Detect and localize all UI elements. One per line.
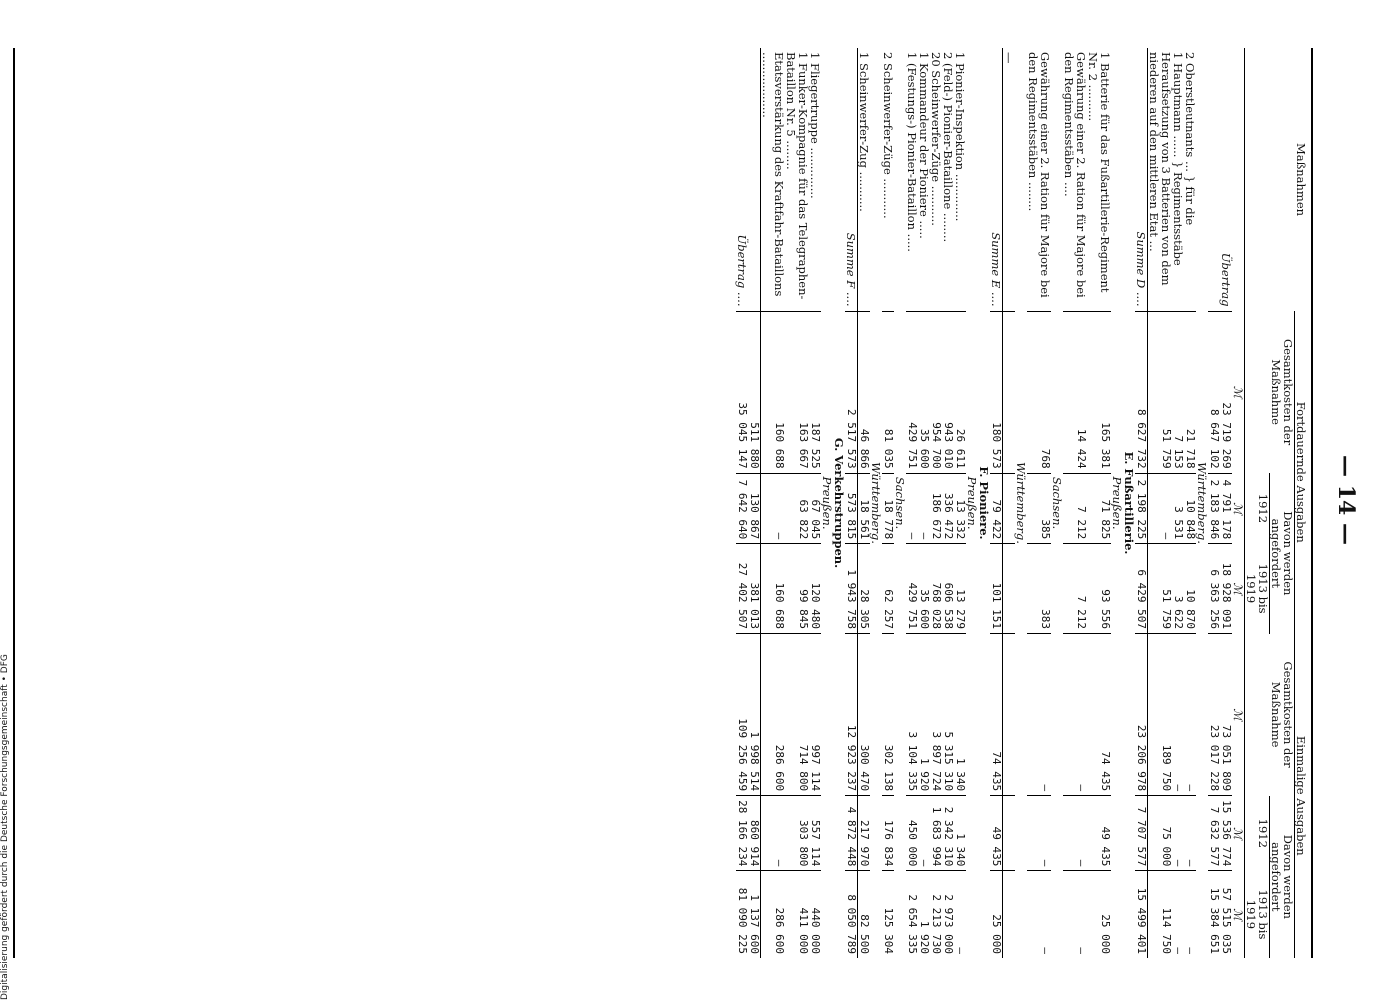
cell-value: — [1184,634,1196,796]
row-label: Preußen. [1110,476,1124,530]
row-label: 1 Fliegertruppe .............. [808,52,822,199]
cell-value: — [1184,796,1196,871]
cell-value: 28 166 234 [736,796,748,871]
cell-value: — [1063,634,1087,796]
cell-value: 411 000 [785,871,809,958]
cell-value: 25 000 [1087,871,1111,958]
header-1912-2: 1912 [1245,796,1270,871]
cell-value: 73 051 809 [1220,634,1232,796]
cell-value: 7 212 [1063,473,1087,544]
cell-value: 2 342 310 [942,796,954,871]
table-row [1172,48,1184,958]
cell-value: 99 845 [785,544,809,634]
cell-value: 10 848 [1184,473,1196,544]
row-label: 2 (Feld-) Pionier-Bataillone ........ [941,52,955,243]
cell-value: 23 017 228 [1208,634,1220,796]
cell-value [1003,634,1016,796]
header-1913: 1913 bis 1919 [1245,544,1270,634]
table-row [821,48,833,958]
row-label: Summe E .... [990,48,1003,311]
table-row [1208,48,1220,958]
cell-value: 303 800 [785,796,809,871]
row-label: Sachsen. [893,476,907,530]
cell-value: 7 642 640 [736,473,748,544]
cell-value: 130 867 [748,473,761,544]
cell-value: 187 525 [809,311,821,473]
cell-value: 18 561 [858,473,871,544]
row-label: Preußen. [820,476,834,530]
cell-value: — [761,796,786,871]
cell-value: 163 667 [785,311,809,473]
cell-value: 6 429 507 [1135,544,1148,634]
cell-value: 63 822 [785,473,809,544]
row-label: 1 Batterie für das Fußartillerie-Regiment Nr. 2 .......... [1086,52,1112,293]
row-label: Sachsen. [1050,476,1064,530]
cell-value: 75 000 [1148,796,1173,871]
header-gesamtkosten: Gesamtkosten der Maßnahme [1245,311,1295,473]
cell-value: 23 719 269 [1220,311,1232,473]
table-row [833,48,845,958]
row-label: Heraufsetzung von 3 Batterien von dem niederen auf den mittleren Etat ... [1147,52,1173,286]
table-row [1196,48,1208,958]
cell-value [1003,796,1016,871]
row-label: 1 Funker-Kompagnie für das Telegraphen-Bataillon Nr. 5 ........ [784,52,810,300]
row-label: Gewährung einer 2. Ration für Majore bei den Regimentsstäben .... [1062,52,1088,298]
cell-value: 3 897 724 [930,634,942,796]
cell-value [1003,544,1016,634]
row-label: 1 Pionier-Inspektion ............. [953,52,967,222]
cell-value: 606 538 [942,544,954,634]
cell-value: 10 870 [1184,544,1196,634]
cell-value: — [1184,871,1196,958]
table-row [990,48,1003,958]
page-number: — 14 — [1333,455,1359,545]
cell-value: 4 872 448 [845,796,858,871]
row-label: Übertrag .... [735,234,749,307]
cell-value: 385 [1027,473,1051,544]
unit-mark: ℳ [1231,708,1245,721]
table-row [1135,48,1148,958]
cell-value: 25 000 [990,871,1003,958]
cell-value: 74 435 [990,634,1003,796]
cell-value: 1 920 [918,634,930,796]
cell-value: 28 305 [858,544,871,634]
row-label: Württemberg. [1195,462,1209,544]
cell-value: 2 198 225 [1135,473,1148,544]
cell-value: 6 363 256 [1208,544,1220,634]
cell-value: 381 013 [748,544,761,634]
cell-value: — [954,871,966,958]
cell-value: 2 517 573 [845,311,858,473]
cell-value: 2 183 846 [1208,473,1220,544]
cell-value: — [1172,634,1184,796]
cell-value: — [1172,871,1184,958]
cell-value: 1 340 [954,634,966,796]
cell-value: 82 500 [858,871,871,958]
row-label: Preußen. [965,476,979,530]
cell-value: — [906,473,918,544]
cell-value: 35 045 147 [736,311,748,473]
cell-value: 176 834 [882,796,894,871]
cell-value: — [1172,796,1184,871]
cell-value: 101 151 [990,544,1003,634]
cell-value: 186 672 [930,473,942,544]
table-row [736,48,748,958]
unit-mark: ℳ [1231,908,1245,921]
cell-value [1003,311,1016,473]
cell-value: 51 759 [1148,544,1173,634]
table-row [882,48,894,958]
table-row [761,48,786,958]
cell-value: 21 718 [1184,311,1196,473]
row-label: 1 (Festungs-) Pionier-Bataillon ..... [905,52,919,252]
cell-value: 2 654 335 [906,871,918,958]
table-row [1087,48,1111,958]
cell-value: 1 920 [918,871,930,958]
cell-value: 15 384 651 [1208,871,1220,958]
header-gesamtkosten-2: Gesamtkosten der Maßnahme [1245,634,1295,796]
table-row [1148,48,1173,958]
unit-mark: ℳ [1231,502,1245,515]
cell-value: 383 [1027,544,1051,634]
cell-value: 7 153 [1172,311,1184,473]
cell-value: 336 472 [942,473,954,544]
cell-value: 26 611 [954,311,966,473]
table-row [1220,48,1232,958]
unit-mark: ℳ [1231,582,1245,595]
cell-value: 18 778 [882,473,894,544]
cell-value [1003,871,1016,958]
cell-value: 8 647 102 [1208,311,1220,473]
row-label [748,48,761,311]
cell-value: 109 256 459 [736,634,748,796]
cell-value: 943 010 [942,311,954,473]
header-einmalige: Einmalige Ausgaben [1295,634,1308,959]
table-row [858,48,871,958]
cell-value: 5 315 310 [942,634,954,796]
cell-value: 46 866 [858,311,871,473]
table-row [1111,48,1123,958]
table-row [785,48,809,958]
table-row [978,48,990,958]
table-row [1027,48,1051,958]
table-row [918,48,930,958]
cell-value: 1 943 758 [845,544,858,634]
row-label: 1 Scheinwerfer-Zug ........... [857,52,871,212]
cell-value: 768 028 [930,544,942,634]
cell-value: 557 114 [809,796,821,871]
cell-value: 35 600 [918,311,930,473]
cell-value: 8 627 732 [1135,311,1148,473]
cell-value: 7 632 577 [1208,796,1220,871]
cell-value: 954 700 [930,311,942,473]
unit-mark: ℳ [1231,385,1245,399]
cell-value: 286 600 [761,871,786,958]
row-label: 1 Hauptmann ...... } Regimentsstäbe [1171,52,1185,266]
cell-value: 67 045 [809,473,821,544]
budget-table [736,48,1307,958]
cell-value: 189 750 [1148,634,1173,796]
table-row [1123,48,1135,958]
cell-value: 217 970 [858,796,871,871]
cell-value: 35 600 [918,544,930,634]
row-label: 1 Kommandeur der Pioniere ..... [917,52,931,239]
row-label: Summe F .... [845,48,858,311]
row-label: Etatsverstärkung des Kraftfahr-Bataillons .................. [760,52,786,297]
row-label: Summe D .... [1135,48,1148,311]
cell-value: 8 050 789 [845,871,858,958]
cell-value: 160 688 [761,311,786,473]
cell-value: 2 973 000 [942,871,954,958]
cell-value: 7 707 577 [1135,796,1148,871]
row-label: Übertrag [1219,252,1233,307]
row-label: — [1002,52,1016,64]
cell-value: 114 750 [1148,871,1173,958]
cell-value: 13 332 [954,473,966,544]
table-row [954,48,966,958]
cell-value: 286 600 [761,634,786,796]
cell-value: 13 279 [954,544,966,634]
cell-value: 23 206 978 [1135,634,1148,796]
cell-value: — [918,796,930,871]
table-row [966,48,978,958]
cell-value: 1 998 514 [748,634,761,796]
cell-value: 3 531 [1172,473,1184,544]
cell-value: 573 815 [845,473,858,544]
header-davon: Davon werden angefordert [1270,473,1295,633]
table-row [809,48,821,958]
cell-value: 511 880 [748,311,761,473]
cell-value: — [1063,796,1087,871]
cell-value: 180 573 [990,311,1003,473]
cell-value: 300 470 [858,634,871,796]
top-rule [1311,48,1313,958]
cell-value: 429 751 [906,544,918,634]
cell-value: 997 114 [809,634,821,796]
table-row [1063,48,1087,958]
cell-value: 12 923 237 [845,634,858,796]
table-body [736,48,1232,958]
cell-value: 440 000 [809,871,821,958]
table-row [906,48,918,958]
cell-value: 160 688 [761,544,786,634]
table-row [942,48,954,958]
cell-value: 714 800 [785,634,809,796]
row-label: F. Pioniere. [977,466,991,540]
table-row [1184,48,1196,958]
cell-value: 27 402 507 [736,544,748,634]
cell-value: 74 435 [1087,634,1111,796]
cell-value: 15 536 774 [1220,796,1232,871]
row-label: G. Verkehrstruppen. [832,437,846,569]
cell-value: 81 090 225 [736,871,748,958]
cell-value: 79 422 [990,473,1003,544]
cell-value: 2 213 730 [930,871,942,958]
cell-value: 14 424 [1063,311,1087,473]
cell-value: 125 304 [882,871,894,958]
cell-value: 49 435 [1087,796,1111,871]
cell-value: 71 825 [1087,473,1111,544]
cell-value: — [1148,473,1173,544]
cell-value: 1 683 994 [930,796,942,871]
header-1912: 1912 [1245,473,1270,544]
cell-value: 165 381 [1087,311,1111,473]
cell-value: — [1027,796,1051,871]
cell-value: — [918,473,930,544]
cell-value: 81 035 [882,311,894,473]
cell-value: 450 000 [906,796,918,871]
table-row [930,48,942,958]
cell-value: 1 340 [954,796,966,871]
row-label: Gewährung einer 2. Ration für Majore bei den Regimentsstäben ........ [1026,52,1052,298]
cell-value: 62 257 [882,544,894,634]
table-row [748,48,761,958]
cell-value: 57 515 035 [1220,871,1232,958]
row-label: 2 Scheinwerfer-Züge ........... [881,52,895,219]
row-label: 2 Oberstleutnants ... } für die [1183,52,1197,226]
cell-value: 768 [1027,311,1051,473]
row-label: 20 Scheinwerfer-Züge ........... [929,52,943,226]
cell-value: 120 480 [809,544,821,634]
cell-value: 429 751 [906,311,918,473]
unit-mark: ℳ [1231,827,1245,840]
cell-value: 860 914 [748,796,761,871]
cell-value: 3 622 [1172,544,1184,634]
header-1913-2: 1913 bis 1919 [1245,871,1270,958]
header-davon-2: Davon werden angefordert [1270,796,1295,958]
cell-value: 51 759 [1148,311,1173,473]
row-label: Württemberg. [869,462,883,544]
row-label: E. Fußartillerie. [1122,451,1136,555]
cell-value: 93 556 [1087,544,1111,634]
cell-value: 18 928 091 [1220,544,1232,634]
cell-value: — [761,473,786,544]
row-label: Württemberg. [1014,462,1028,544]
header-massnahmen: Maßnahmen [1245,48,1308,311]
cell-value: 1 137 600 [748,871,761,958]
table-row [845,48,858,958]
cell-value: — [1027,871,1051,958]
footer-credit: Digitalisierung gefördert durch die Deutsche Forschungsgemeinschaft • DFG [0,654,10,1000]
cell-value: 302 138 [882,634,894,796]
cell-value: — [1063,871,1087,958]
cell-value: 4 791 178 [1220,473,1232,544]
cell-value: — [1027,634,1051,796]
cell-value: 3 104 335 [906,634,918,796]
header-fortdauernde: Fortdauernde Ausgaben [1295,311,1308,634]
cell-value: 49 435 [990,796,1003,871]
cell-value: 7 212 [1063,544,1087,634]
cell-value: 15 499 401 [1135,871,1148,958]
